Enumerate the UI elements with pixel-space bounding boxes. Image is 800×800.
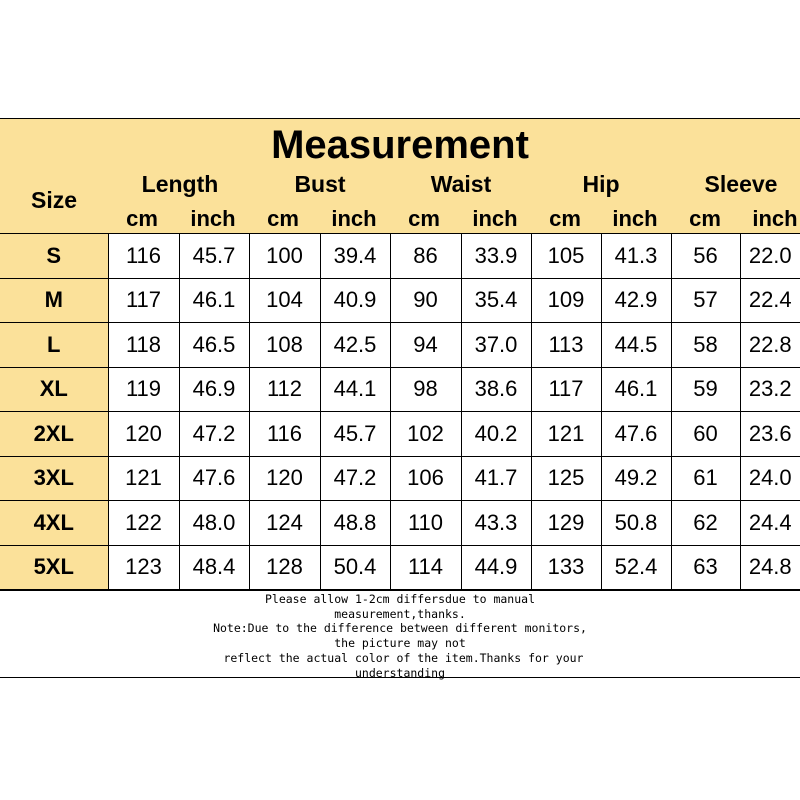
value-cell: 117 [108,278,179,323]
value-cell: 44.9 [461,545,531,590]
value-cell: 104 [249,278,320,323]
value-cell: 114 [390,545,461,590]
value-cell: 133 [531,545,601,590]
length-cm-header: cm [126,206,158,231]
value-cell: 47.2 [179,412,249,457]
size-cell: 5XL [0,545,108,590]
size-cell: 3XL [0,456,108,501]
value-cell: 124 [249,501,320,546]
value-cell: 122 [108,501,179,546]
value-cell: 86 [390,234,461,278]
bust-header: Bust [294,171,346,197]
value-cell: 24.8 [740,545,800,590]
size-cell: L [0,323,108,368]
value-cell: 48.8 [320,501,390,546]
value-cell: 129 [531,501,601,546]
note-line: Note:Due to the difference between different monitors, [213,621,587,636]
value-cell: 47.6 [179,456,249,501]
value-cell: 58 [671,323,740,368]
waist-cm-header: cm [408,206,440,231]
size-cell: S [0,234,108,278]
size-column-header: Size [30,187,78,213]
value-cell: 56 [671,234,740,278]
note-line: Please allow 1-2cm differsdue to manual [264,592,536,606]
value-cell: 90 [390,278,461,323]
table-row [0,501,800,546]
value-cell: 40.9 [320,278,390,323]
value-cell: 46.1 [601,367,671,412]
value-cell: 110 [390,501,461,546]
value-cell: 57 [671,278,740,323]
value-cell: 98 [390,367,461,412]
value-cell: 108 [249,323,320,368]
size-cell: 2XL [0,412,108,457]
value-cell: 50.4 [320,545,390,590]
chart-header [0,118,800,234]
value-cell: 44.5 [601,323,671,368]
value-cell: 120 [108,412,179,457]
bust-inch-header: inch [331,206,377,231]
value-cell: 121 [531,412,601,457]
value-cell: 22.0 [740,234,800,278]
value-cell: 116 [108,234,179,278]
value-cell: 33.9 [461,234,531,278]
size-cell: M [0,278,108,323]
value-cell: 118 [108,323,179,368]
value-cell: 37.0 [461,323,531,368]
value-cell: 109 [531,278,601,323]
table-row [0,456,800,501]
length-inch-header: inch [190,206,236,231]
value-cell: 41.7 [461,456,531,501]
size-cell: 4XL [0,501,108,546]
value-cell: 23.2 [740,367,800,412]
value-cell: 46.9 [179,367,249,412]
value-cell: 40.2 [461,412,531,457]
value-cell: 113 [531,323,601,368]
waist-inch-header: inch [472,206,518,231]
value-cell: 105 [531,234,601,278]
value-cell: 42.5 [320,323,390,368]
table-row [0,367,800,412]
value-cell: 50.8 [601,501,671,546]
value-cell: 45.7 [320,412,390,457]
value-cell: 24.4 [740,501,800,546]
value-cell: 52.4 [601,545,671,590]
value-cell: 49.2 [601,456,671,501]
value-cell: 102 [390,412,461,457]
value-cell: 121 [108,456,179,501]
value-cell: 24.0 [740,456,800,501]
value-cell: 60 [671,412,740,457]
value-cell: 48.0 [179,501,249,546]
value-cell: 112 [249,367,320,412]
disclaimer-note [0,590,800,678]
table-row [0,234,800,278]
table-row [0,545,800,590]
value-cell: 46.1 [179,278,249,323]
value-cell: 59 [671,367,740,412]
value-cell: 45.7 [179,234,249,278]
value-cell: 61 [671,456,740,501]
sleeve-cm-header: cm [689,206,721,231]
value-cell: 43.3 [461,501,531,546]
waist-header: Waist [430,171,492,197]
note-line: the picture may not [334,636,466,651]
value-cell: 62 [671,501,740,546]
value-cell: 125 [531,456,601,501]
size-chart [0,118,800,678]
table-row [0,323,800,368]
value-cell: 123 [108,545,179,590]
value-cell: 44.1 [320,367,390,412]
sleeve-inch-header: inch [752,206,798,231]
table-row [0,278,800,323]
table-row [0,412,800,457]
value-cell: 35.4 [461,278,531,323]
value-cell: 41.3 [601,234,671,278]
note-line: reflect the actual color of the item.Thanks for your [216,650,584,665]
hip-inch-header: inch [612,206,658,231]
value-cell: 128 [249,545,320,590]
value-cell: 120 [249,456,320,501]
value-cell: 94 [390,323,461,368]
hip-cm-header: cm [549,206,581,231]
value-cell: 117 [531,367,601,412]
measurement-table [0,234,800,590]
value-cell: 116 [249,412,320,457]
note-line: understanding [354,665,445,680]
value-cell: 106 [390,456,461,501]
value-cell: 47.6 [601,412,671,457]
value-cell: 100 [249,234,320,278]
value-cell: 42.9 [601,278,671,323]
value-cell: 38.6 [461,367,531,412]
size-cell: XL [0,367,108,412]
value-cell: 63 [671,545,740,590]
value-cell: 23.6 [740,412,800,457]
note-line: measurement,thanks. [334,606,466,621]
hip-header: Hip [582,171,620,197]
length-header: Length [141,171,219,197]
value-cell: 119 [108,367,179,412]
value-cell: 47.2 [320,456,390,501]
chart-title: Measurement [271,123,529,167]
value-cell: 39.4 [320,234,390,278]
value-cell: 22.4 [740,278,800,323]
value-cell: 22.8 [740,323,800,368]
sleeve-header: Sleeve [704,171,778,197]
bust-cm-header: cm [267,206,299,231]
value-cell: 46.5 [179,323,249,368]
value-cell: 48.4 [179,545,249,590]
